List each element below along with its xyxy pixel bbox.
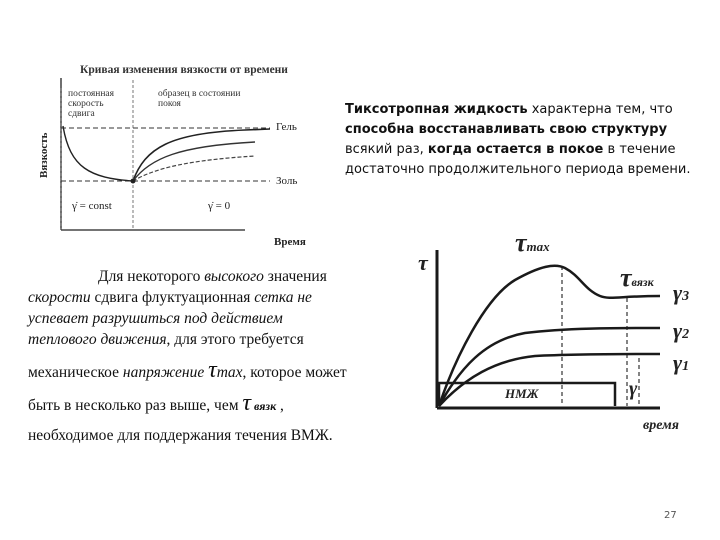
- main-line-7: необходимое для поддержания течения ВМЖ.: [28, 427, 333, 444]
- minimum-point: [131, 179, 136, 184]
- main-line-2: скорости сдвига флуктуационная сетка не: [28, 289, 312, 306]
- page-number: 27: [664, 510, 677, 521]
- fig2-tau-axis-label: τ: [418, 250, 428, 275]
- main-line-6: быть в несколько раз выше, чем τ вязк ,: [28, 390, 284, 416]
- sol-label: Золь: [276, 175, 298, 187]
- gamma3-label: γ3: [673, 280, 690, 305]
- stress-plot: [415, 228, 715, 443]
- label-constant-shear: постоянная скорость сдвига: [68, 89, 115, 119]
- viscosity-plot: [30, 58, 335, 258]
- main-line-3: успевает разрушиться под действием: [28, 310, 283, 327]
- condition-zero: γ̇ = 0: [208, 200, 231, 212]
- tau-visc-label: τвязк: [620, 263, 654, 292]
- gamma2-label: γ2: [673, 318, 690, 343]
- viscosity-figure: [30, 58, 335, 258]
- main-line-4: теплового движения, для этого требуется: [28, 331, 304, 348]
- main-line-5: механическое напряжение τmax, которое может: [28, 357, 347, 383]
- condition-constant: γ̇ = const: [72, 200, 112, 212]
- viscosity-x-label: Время: [274, 236, 306, 248]
- stress-figure: [415, 228, 715, 443]
- gel-label: Гель: [276, 121, 297, 133]
- main-paragraph: [28, 266, 428, 446]
- tau-max-label: τmax: [515, 228, 550, 257]
- gamma1-label: γ1: [673, 350, 690, 375]
- nmzh-label: НМЖ: [505, 386, 539, 401]
- label-sample-rest: образец в состоянии покоя: [158, 89, 241, 109]
- viscosity-y-label: Вязкость: [38, 132, 50, 178]
- fig2-x-label: время: [643, 418, 679, 433]
- decay-curve: [63, 126, 133, 181]
- recovery-curve-slow: [133, 156, 255, 181]
- gamma0-label: γ: [629, 378, 638, 400]
- viscosity-figure-title: Кривая изменения вязкости от времени: [80, 64, 288, 76]
- main-line-1: Для некоторого высокого значения: [98, 268, 327, 285]
- recovery-curve-fast: [133, 129, 270, 181]
- curve-gamma2: [439, 328, 660, 406]
- thixotropy-definition: Тиксотропная жидкость характерна тем, что способна восстанавливать свою структуру всякий раз, когда остается в покое в течение достаточно продолжительного периода времени.: [345, 102, 691, 177]
- recovery-curve-mid: [133, 142, 255, 181]
